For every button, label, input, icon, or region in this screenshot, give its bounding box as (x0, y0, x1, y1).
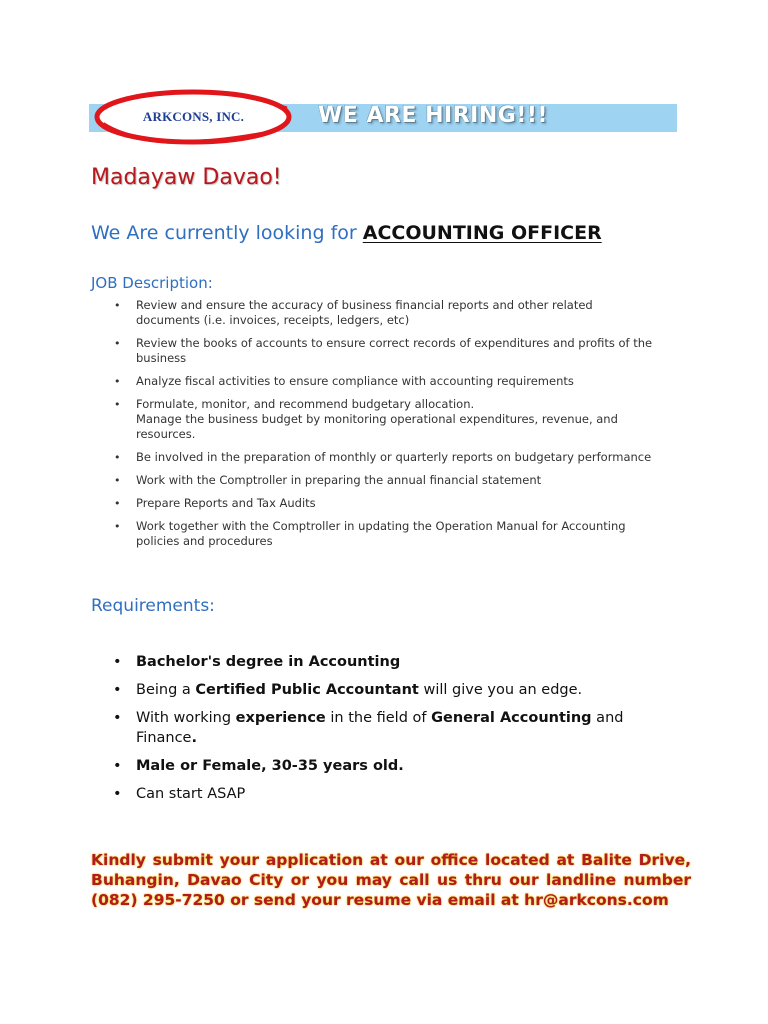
position-heading (91, 222, 602, 244)
requirement-text: Male or Female, 30-35 years old. (136, 758, 404, 774)
bullet-icon: • (114, 451, 121, 464)
job-description-item (112, 519, 657, 549)
bullet-icon: • (114, 337, 121, 350)
bullet-icon: • (113, 710, 122, 726)
company-name: ARKCONS, INC. (142, 109, 245, 124)
job-description-list (112, 298, 657, 557)
job-description-item (112, 374, 657, 389)
job-description-text: Work with the Comptroller in preparing the annual financial statement (136, 473, 542, 487)
bullet-icon: • (114, 497, 121, 510)
requirement-item (112, 756, 672, 776)
requirement-text: in the field of (325, 710, 432, 726)
position-prefix: We Are currently looking for (91, 222, 363, 244)
requirement-item (112, 680, 672, 700)
bullet-icon: • (114, 520, 121, 533)
bullet-icon: • (114, 398, 121, 411)
job-description-text: Review and ensure the accuracy of business financial reports and other related documents (i.e. invoices, receipts, ledgers, etc) (136, 298, 593, 327)
job-description-title: JOB Description: (91, 274, 213, 292)
requirement-text: will give you an edge. (418, 682, 583, 698)
bullet-icon: • (113, 654, 122, 670)
bullet-icon: • (114, 375, 121, 388)
position-role: ACCOUNTING OFFICER (362, 222, 602, 244)
bullet-icon: • (114, 299, 121, 312)
bullet-icon: • (114, 474, 121, 487)
requirement-item (112, 784, 672, 804)
job-description-text: Work together with the Comptroller in updating the Operation Manual for Accounting policies and procedures (136, 519, 626, 548)
requirement-text: and Finance (136, 710, 624, 746)
bullet-icon: • (113, 758, 122, 774)
requirement-text: Bachelor's degree in Accounting (136, 654, 401, 670)
job-description-text: Be involved in the preparation of monthly or quarterly reports on budgetary performance (136, 450, 652, 464)
job-description-text: Analyze fiscal activities to ensure compliance with accounting requirements (136, 374, 574, 388)
job-description-item (112, 336, 657, 366)
job-description-text: Prepare Reports and Tax Audits (136, 496, 316, 510)
bullet-icon: • (113, 786, 122, 802)
requirement-text: . (191, 730, 197, 746)
requirement-text: With working (136, 710, 236, 726)
requirement-item (112, 708, 672, 748)
job-description-text: Review the books of accounts to ensure correct records of expenditures and profits of the business (136, 336, 653, 365)
requirement-text: Can start ASAP (136, 786, 246, 802)
job-description-item (112, 298, 657, 328)
requirement-text: General Accounting (431, 710, 592, 726)
job-description-item (112, 450, 657, 465)
requirements-list (112, 652, 672, 812)
requirement-text: Certified Public Accountant (195, 682, 419, 698)
requirement-item (112, 652, 672, 672)
job-description-text: Formulate, monitor, and recommend budgetary allocation. Manage the business budget by monitoring operational expenditures, revenue, and resources. (136, 397, 618, 441)
greeting-heading: Madayaw Davao! (91, 165, 282, 190)
hiring-title: WE ARE HIRING!!! (318, 103, 548, 128)
requirements-title: Requirements: (91, 596, 215, 616)
requirement-text: Being a (136, 682, 196, 698)
bullet-icon: • (113, 682, 122, 698)
requirement-text: experience (235, 710, 326, 726)
job-description-item (112, 496, 657, 511)
job-description-item (112, 397, 657, 442)
job-description-item (112, 473, 657, 488)
application-instructions: Kindly submit your application at our office located at Balite Drive, Buhangin, Davao City or you may call us thru our landline number (082) 295-7250 or send your resume via email at hr@arkcons.com (91, 851, 691, 909)
company-logo (91, 84, 296, 148)
